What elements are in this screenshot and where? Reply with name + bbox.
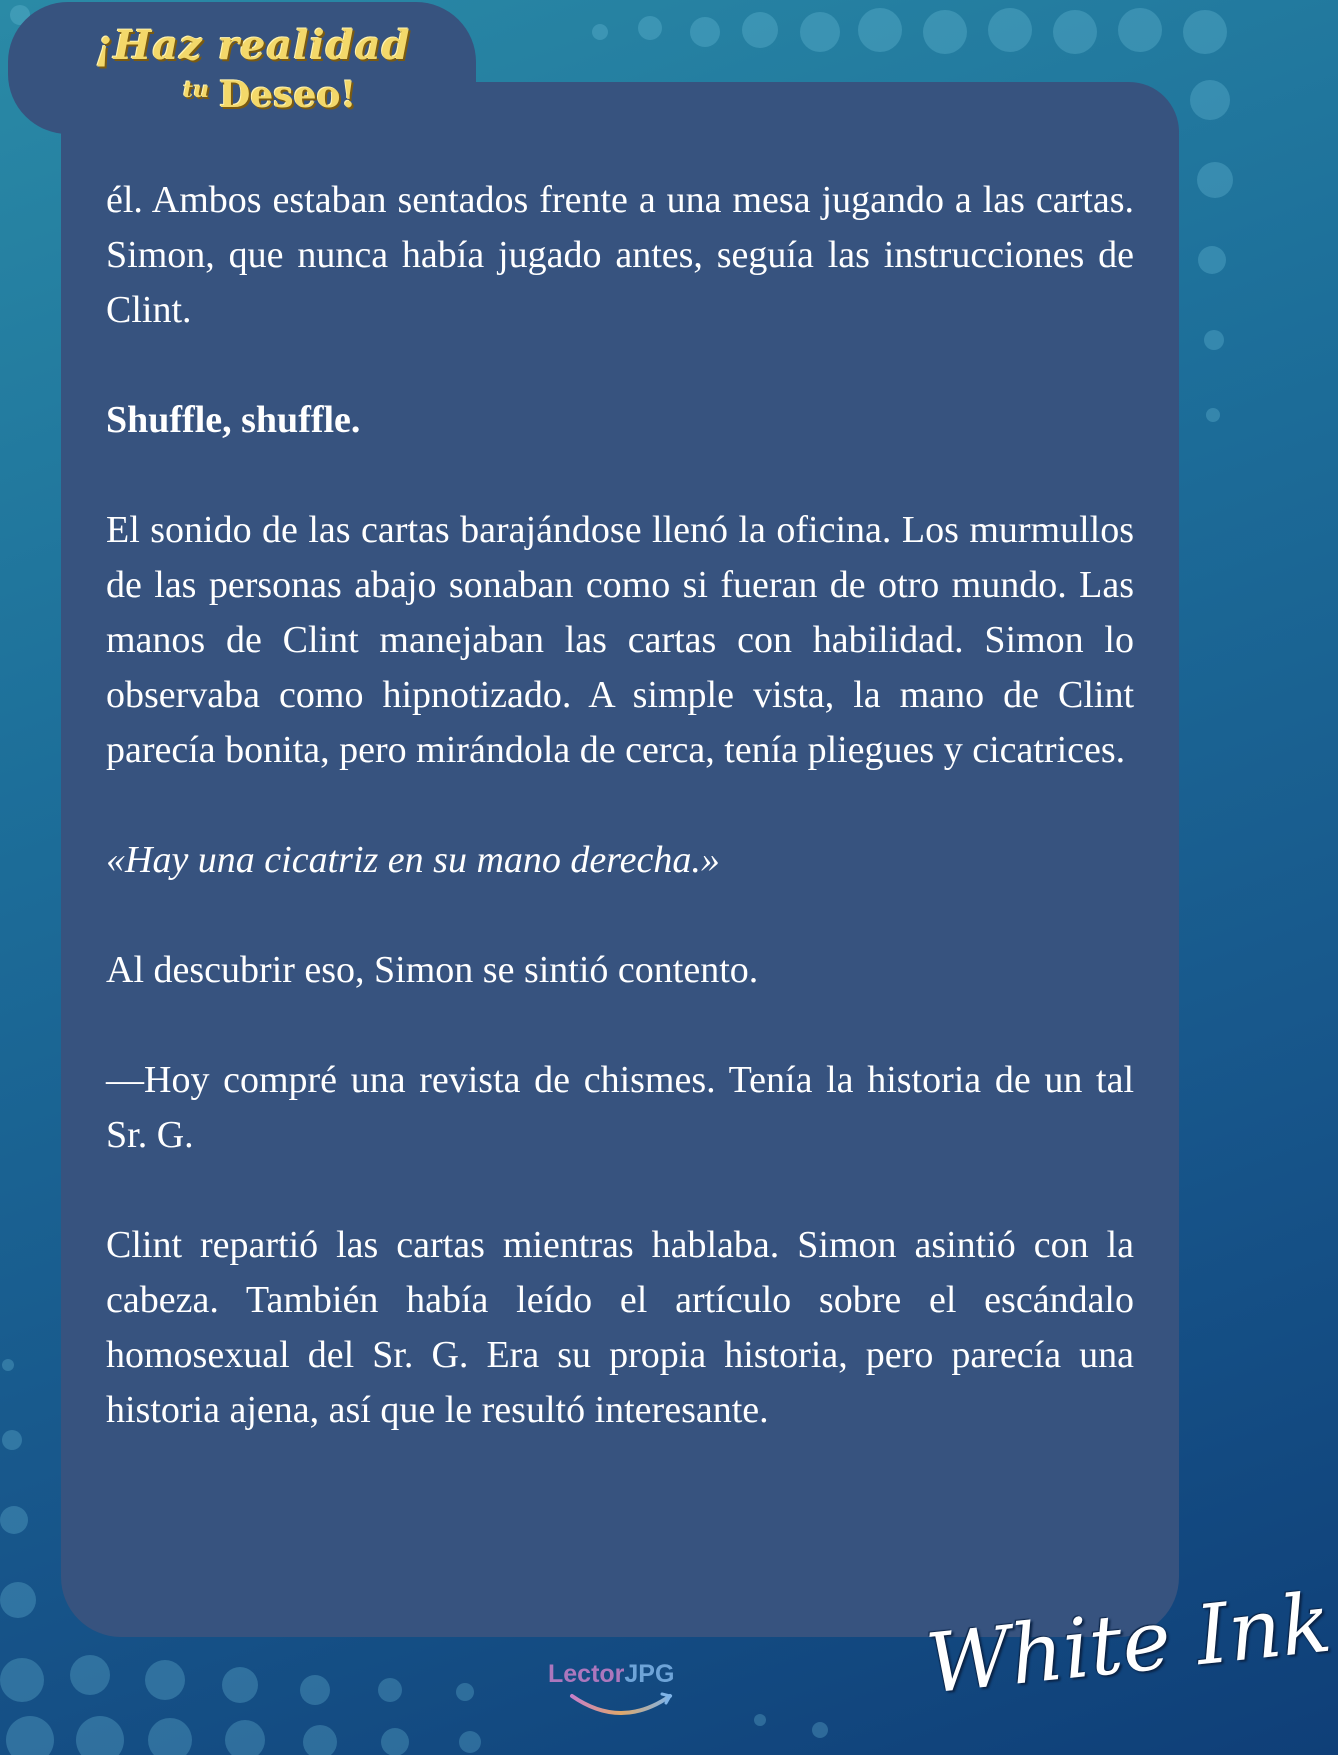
watermark-text-jpg: JPG <box>624 1660 675 1688</box>
paragraph-1: él. Ambos estaban sentados frente a una mesa jugando a las cartas. Simon, que nunca había jugado antes, seguía las instrucciones de Clint. <box>106 179 1134 331</box>
watermark-text-lector: Lector <box>548 1660 625 1688</box>
white-ink-signature: White Ink <box>922 1575 1336 1713</box>
lectorjpg-watermark <box>548 1660 693 1730</box>
logo-text-tu: tu <box>183 77 210 103</box>
paragraph-7: Clint repartió las cartas mientras hablaba. Simon asintió con la cabeza. También había leído el artículo sobre el escándalo homosexual del Sr. G. Era su propia historia, pero parecía una historia ajena, así que le resultó interesante. <box>106 1224 1134 1431</box>
paragraph-5: Al descubrir eso, Simon se sintió contento. <box>106 949 759 991</box>
logo-text-line2 <box>183 74 356 116</box>
story-text <box>106 173 1134 1493</box>
paragraph-dialogue: —Hoy compré una revista de chismes. Tenía la historia de un tal Sr. G. <box>106 1059 1134 1156</box>
logo-text-deseo: Deseo! <box>219 74 357 116</box>
haz-realidad-tu-deseo-logo <box>95 22 411 122</box>
paragraph-sound-effect: Shuffle, shuffle. <box>106 399 361 441</box>
paragraph-3: El sonido de las cartas barajándose llenó la oficina. Los murmullos de las personas abajo sonaban como si fueran de otro mundo. Las manos de Clint manejaban las cartas con habilidad. Simon lo observaba como hipnotizado. A simple vista, la mano de Clint parecía bonita, pero mirándola de cerca, tenía pliegues y cicatrices. <box>106 509 1134 771</box>
smile-arc-icon <box>566 1690 676 1720</box>
paragraph-thought: «Hay una cicatriz en su mano derecha.» <box>106 839 720 881</box>
logo-text-line1: ¡Haz realidad <box>95 22 411 69</box>
watermark-text <box>548 1660 674 1689</box>
